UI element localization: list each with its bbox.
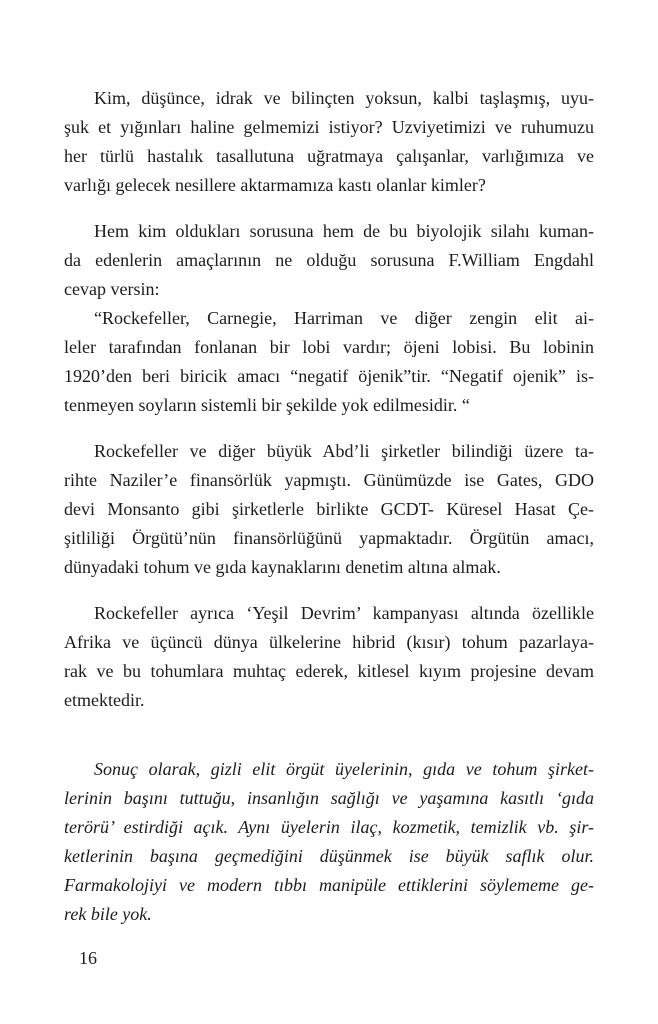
- text-line: Rockefeller ayrıca ‘Yeşil Devrim’ kampanyası altında özellikle: [94, 603, 594, 623]
- text-line: rek bile yok.: [64, 904, 152, 924]
- text-line: cevap versin:: [64, 279, 160, 299]
- text-line: varlığı gelecek nesillere aktarmamıza kastı olanlar kimler?: [64, 175, 486, 195]
- text-line: da edenlerin amaçlarının ne olduğu sorusuna F.William Engdahl: [64, 250, 594, 270]
- page-number: 16: [79, 948, 97, 968]
- text-line: her türlü hastalık tasallutuna uğratmaya çalışanlar, varlığımıza ve: [64, 146, 594, 166]
- text-line: şuk et yığınları haline gelmemizi istiyor? Uzviyetimizi ve ruhumuzu: [64, 117, 594, 137]
- text-line: 1920’den beri biricik amacı “negatif öjenik”tir. “Negatif ojenik” is-: [64, 366, 594, 386]
- para-engdahl-quote: [64, 304, 594, 420]
- text-line: lerinin başını tuttuğu, insanlığın sağlığı ve yaşamına kasıtlı ‘gıda: [64, 788, 594, 808]
- text-line: terörü’ estirdiği açık. Aynı üyelerin ilaç, kozmetik, temizlik vb. şir-: [64, 817, 594, 837]
- text-line: şitliliği Örgütü’nün finansörlüğünü yapmaktadır. Örgütün amacı,: [64, 528, 594, 548]
- text-line: Farmakolojiyi ve modern tıbbı manipüle ettiklerini söylememe ge-: [64, 875, 594, 895]
- text-line: leler tarafından fonlanan bir lobi vardır; öjeni lobisi. Bu lobinin: [64, 337, 594, 357]
- text-line: “Rockefeller, Carnegie, Harriman ve diğer zengin elit ai-: [94, 308, 594, 328]
- para-engdahl-intro: [64, 217, 594, 304]
- para-question: [64, 84, 594, 200]
- text-line: dünyadaki tohum ve gıda kaynaklarını denetim altına almak.: [64, 557, 501, 577]
- text-line: Rockefeller ve diğer büyük Abd’li şirketler bilindiği üzere ta-: [94, 441, 594, 461]
- text-line: rak ve bu tohumlara muhtaç ederek, kitlesel kıyım projesine devam: [64, 661, 594, 681]
- text-line: Afrika ve üçüncü dünya ülkelerine hibrid (kısır) tohum pazarlaya-: [64, 632, 594, 652]
- text-line: tenmeyen soyların sistemli bir şekilde yok edilmesidir. “: [64, 395, 470, 415]
- text-line: Kim, düşünce, idrak ve bilinçten yoksun, kalbi taşlaşmış, uyu-: [94, 88, 594, 108]
- text-line: Sonuç olarak, gizli elit örgüt üyelerinin, gıda ve tohum şirket-: [94, 759, 594, 779]
- para-conclusion-italic: [64, 755, 594, 929]
- para-green-revolution: [64, 599, 594, 715]
- page-body-text: [64, 84, 594, 929]
- text-line: Hem kim oldukları sorusuna hem de bu biyolojik silahı kuman-: [94, 221, 594, 241]
- para-rockefeller-nazis: [64, 437, 594, 582]
- text-line: ketlerinin başına geçmediğini düşünmek ise büyük saflık olur.: [64, 846, 594, 866]
- text-line: etmektedir.: [64, 690, 145, 710]
- text-line: devi Monsanto gibi şirketlerle birlikte GCDT- Küresel Hasat Çe-: [64, 499, 594, 519]
- text-line: rihte Naziler’e finansörlük yapmıştı. Günümüzde ise Gates, GDO: [64, 470, 594, 490]
